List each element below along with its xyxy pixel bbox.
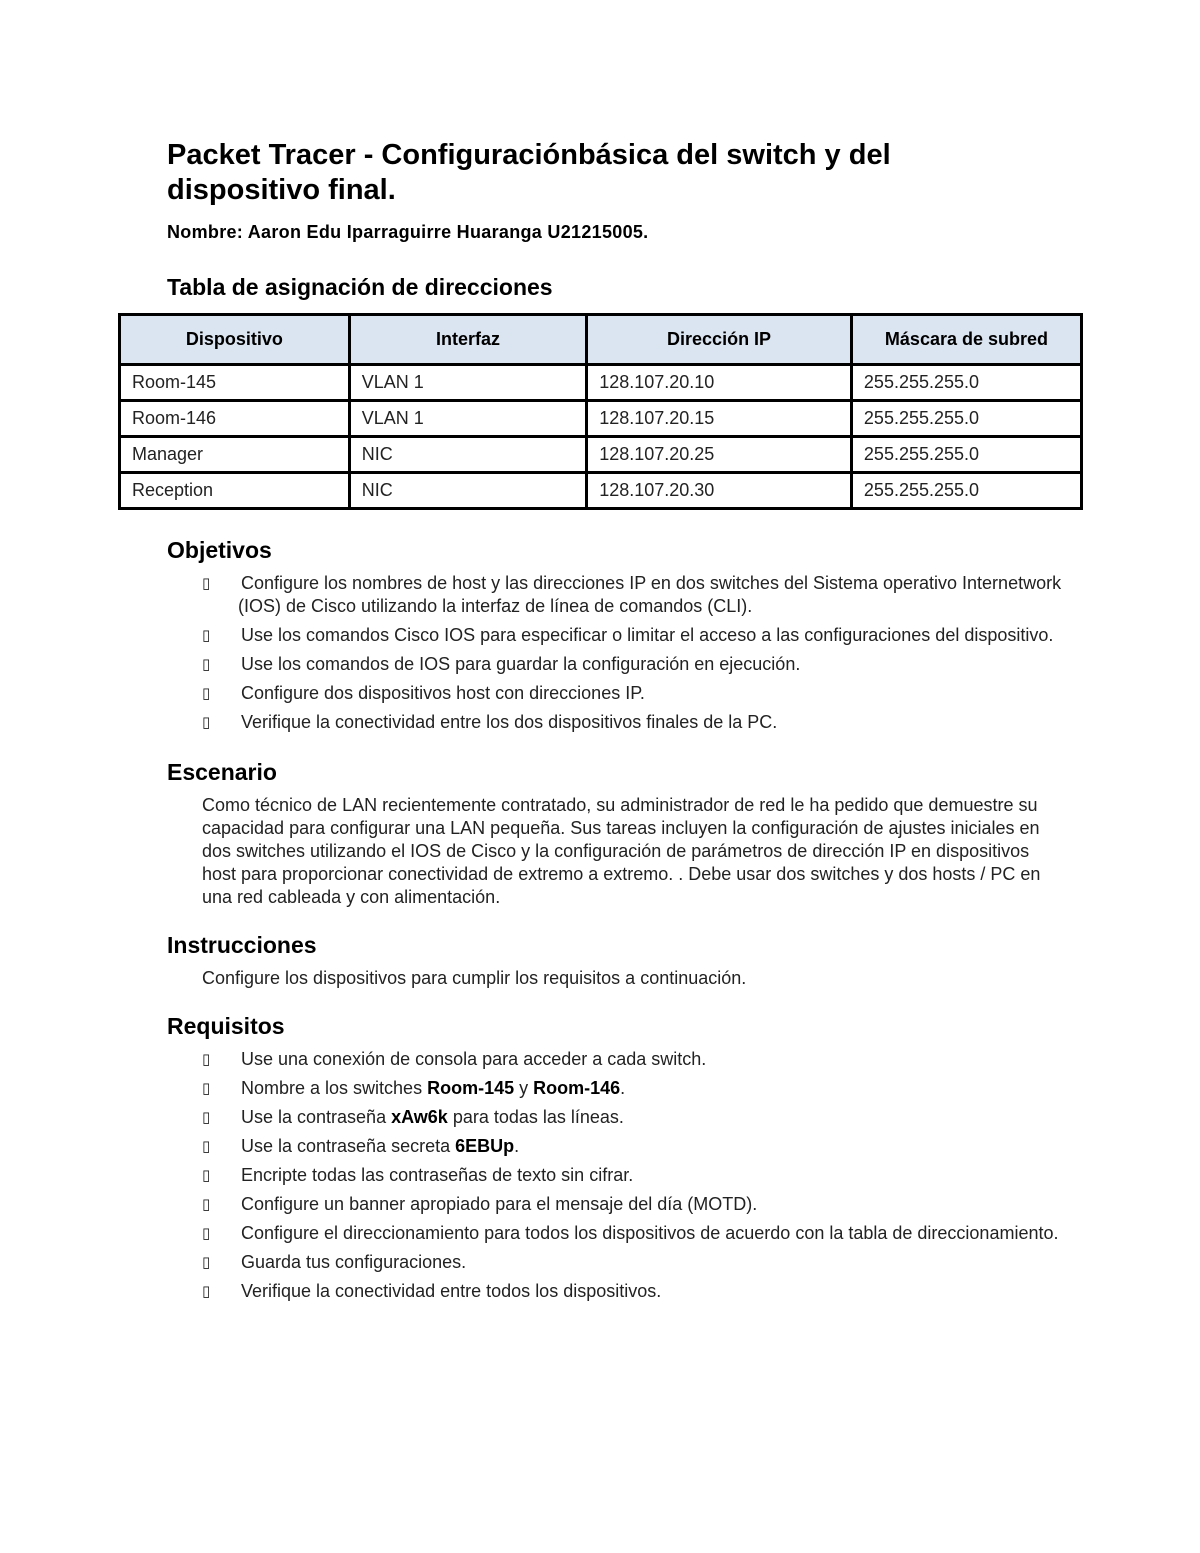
list-item-text: Use los comandos Cisco IOS para especificar o limitar el acceso a las configuraciones del dispositivo. <box>241 625 1054 645</box>
list-item <box>167 653 1083 676</box>
table-header-cell: Dirección IP <box>587 315 852 365</box>
table-header-cell: Interfaz <box>349 315 586 365</box>
list-item <box>167 1106 1083 1129</box>
instrucciones-heading: Instrucciones <box>167 932 317 958</box>
bullet-icon: ▯ <box>202 1224 211 1242</box>
requisitos-heading: Requisitos <box>167 1013 285 1039</box>
list-item <box>167 682 1083 705</box>
text-fragment: Use la contraseña <box>241 1107 392 1127</box>
table-row <box>120 365 1082 401</box>
requisitos-list <box>167 1048 1083 1303</box>
objetivos-heading: Objetivos <box>167 537 272 563</box>
list-item-text: Use una conexión de consola para acceder a cada switch. <box>241 1049 707 1069</box>
bullet-icon: ▯ <box>202 1108 211 1126</box>
secret-password: 6EBUp <box>455 1136 515 1156</box>
table-cell: VLAN 1 <box>349 365 586 401</box>
list-item-text: Encripte todas las contraseñas de texto sin cifrar. <box>241 1165 634 1185</box>
list-item <box>167 624 1083 647</box>
list-item-text: Verifique la conectividad entre todos los dispositivos. <box>241 1281 662 1301</box>
list-item <box>167 1251 1083 1274</box>
switch-name-146: Room-146 <box>533 1078 621 1098</box>
table-header-cell: Máscara de subred <box>851 315 1081 365</box>
document-page <box>132 138 1083 1309</box>
escenario-heading: Escenario <box>167 759 277 785</box>
table-cell: Room-146 <box>120 401 350 437</box>
list-item-text: Configure el direccionamiento para todos los dispositivos de acuerdo con la tabla de direccionamiento. <box>241 1223 1059 1243</box>
bullet-icon: ▯ <box>202 1050 211 1068</box>
text-fragment: Nombre a los switches <box>241 1078 428 1098</box>
bullet-icon: ▯ <box>202 574 211 592</box>
text-fragment: para todas las líneas. <box>447 1107 624 1127</box>
list-item-text <box>238 1136 519 1156</box>
instrucciones-text: Configure los dispositivos para cumplir los requisitos a continuación. <box>202 968 747 988</box>
bullet-icon: ▯ <box>202 1079 211 1097</box>
text-fragment: y <box>514 1078 534 1098</box>
list-item <box>167 1135 1083 1158</box>
table-cell: 128.107.20.30 <box>587 473 852 509</box>
text-fragment: . <box>514 1136 520 1156</box>
list-item <box>167 1222 1083 1245</box>
list-item <box>167 1164 1083 1187</box>
table-row <box>120 401 1082 437</box>
list-item-text: Configure un banner apropiado para el mensaje del día (MOTD). <box>241 1194 758 1214</box>
bullet-icon: ▯ <box>202 1166 211 1184</box>
table-cell: 255.255.255.0 <box>851 365 1081 401</box>
list-item <box>167 572 1083 618</box>
list-item <box>167 711 1083 734</box>
table-row <box>120 437 1082 473</box>
bullet-icon: ▯ <box>202 1137 211 1155</box>
list-item-text: Configure los nombres de host y las direcciones IP en dos switches del Sistema operativo Internetwork (IOS) de Cisco utilizando la interfaz de línea de comandos (CLI). <box>238 573 1062 616</box>
table-header-row <box>120 315 1082 365</box>
list-item-text <box>238 1107 624 1127</box>
list-item-text: Configure dos dispositivos host con direcciones IP. <box>241 683 645 703</box>
table-cell: Room-145 <box>120 365 350 401</box>
bullet-icon: ▯ <box>202 1253 211 1271</box>
address-table <box>118 313 1083 510</box>
escenario-text: Como técnico de LAN recientemente contratado, su administrador de red le ha pedido que demuestre su capacidad para configurar una LAN pequeña. Sus tareas incluyen la configuración de ajustes iniciales en dos switches utilizando el IOS de Cisco y la configuración de parámetros de dirección IP en dispositivos host para proporcionar conectividad de extremo a extremo. . Debe usar dos switches y dos hosts / PC en una red cableada y con alimentación. <box>202 795 1041 907</box>
document-title: Packet Tracer - Configuraciónbásica del switch y del dispositivo final. <box>167 139 891 206</box>
list-item-text: Guarda tus configuraciones. <box>241 1252 467 1272</box>
table-cell: NIC <box>349 473 586 509</box>
table-cell: 128.107.20.25 <box>587 437 852 473</box>
bullet-icon: ▯ <box>202 684 211 702</box>
bullet-icon: ▯ <box>202 1282 211 1300</box>
line-password: xAw6k <box>391 1107 448 1127</box>
table-cell: 255.255.255.0 <box>851 473 1081 509</box>
bullet-icon: ▯ <box>202 626 211 644</box>
table-cell: 128.107.20.10 <box>587 365 852 401</box>
table-cell: 255.255.255.0 <box>851 401 1081 437</box>
objetivos-list <box>167 572 1083 734</box>
table-cell: VLAN 1 <box>349 401 586 437</box>
list-item <box>167 1280 1083 1303</box>
table-header-cell: Dispositivo <box>120 315 350 365</box>
table-cell: Manager <box>120 437 350 473</box>
list-item-text <box>238 1078 625 1098</box>
switch-name-145: Room-145 <box>427 1078 515 1098</box>
list-item-text: Verifique la conectividad entre los dos dispositivos finales de la PC. <box>241 712 778 732</box>
text-fragment: Use la contraseña secreta <box>241 1136 456 1156</box>
bullet-icon: ▯ <box>202 655 211 673</box>
bullet-icon: ▯ <box>202 713 211 731</box>
table-heading: Tabla de asignación de direcciones <box>167 274 553 300</box>
author-line: Nombre: Aaron Edu Iparraguirre Huaranga U21215005. <box>167 222 649 242</box>
table-cell: Reception <box>120 473 350 509</box>
text-fragment: . <box>620 1078 626 1098</box>
list-item <box>167 1077 1083 1100</box>
table-cell: 255.255.255.0 <box>851 437 1081 473</box>
bullet-icon: ▯ <box>202 1195 211 1213</box>
table-cell: 128.107.20.15 <box>587 401 852 437</box>
list-item-text: Use los comandos de IOS para guardar la configuración en ejecución. <box>241 654 801 674</box>
table-cell: NIC <box>349 437 586 473</box>
list-item <box>167 1193 1083 1216</box>
list-item <box>167 1048 1083 1071</box>
table-row <box>120 473 1082 509</box>
